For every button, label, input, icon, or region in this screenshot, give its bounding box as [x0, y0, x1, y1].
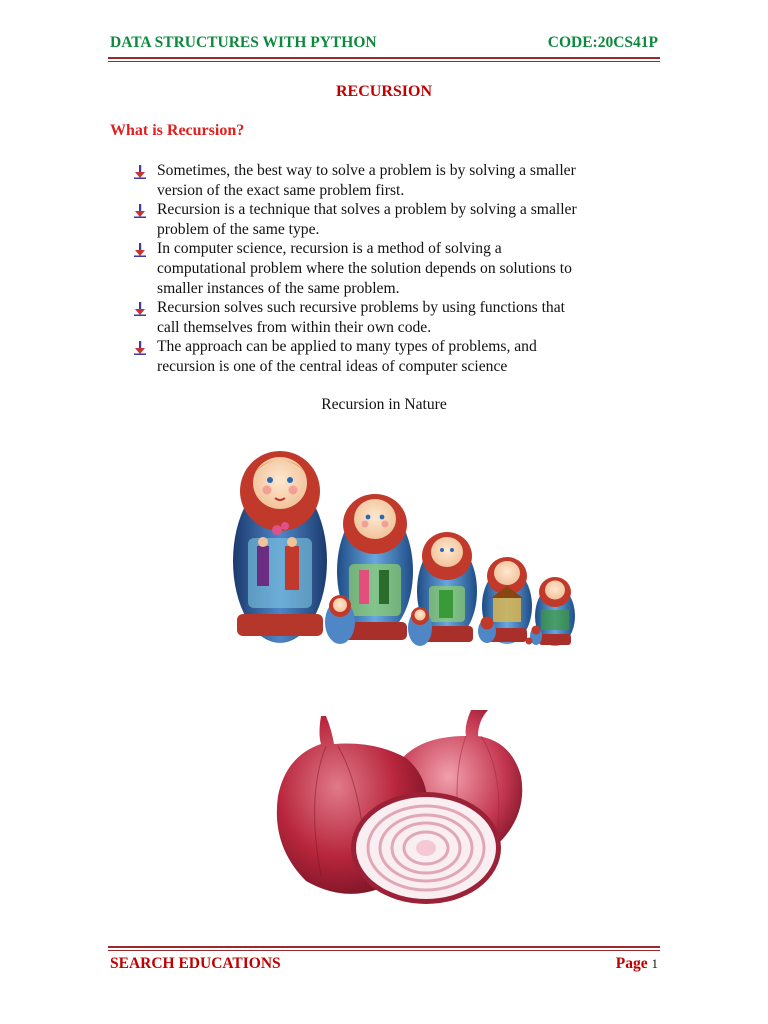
page-label: Page — [615, 955, 648, 972]
onion-image — [266, 696, 536, 906]
page-header — [110, 34, 658, 56]
arrow-down-bullet-icon — [132, 203, 148, 219]
list-item: Recursion is a technique that solves a problem by solving a smaller problem of the same type. — [132, 200, 662, 239]
page-footer — [110, 955, 658, 977]
course-title: DATA STRUCTURES WITH PYTHON — [110, 34, 377, 51]
header-rule-thin — [108, 61, 660, 62]
page-title: RECURSION — [335, 83, 432, 100]
footer-rule-thin — [108, 950, 660, 951]
list-item: The approach can be applied to many types of problems, and recursion is one of the central ideas of computer science — [132, 337, 662, 376]
page-indicator — [616, 955, 658, 973]
page-number: 1 — [651, 956, 658, 971]
nesting-dolls-image — [225, 446, 577, 652]
arrow-down-bullet-icon — [132, 242, 148, 258]
footer-publisher: SEARCH EDUCATIONS — [110, 955, 281, 972]
header-rule — [108, 57, 660, 59]
image-caption: Recursion in Nature — [321, 396, 447, 413]
list-item: In computer science, recursion is a method of solving a computational problem where the solution depends on solutions to smaller instances of the same problem. — [132, 239, 662, 298]
course-code: CODE:20CS41P — [547, 34, 658, 51]
section-heading: What is Recursion? — [110, 122, 245, 139]
arrow-down-bullet-icon — [132, 340, 148, 356]
arrow-down-bullet-icon — [132, 301, 148, 317]
list-item: Sometimes, the best way to solve a problem is by solving a smaller version of the exact same problem first. — [132, 161, 662, 200]
doll-large — [233, 451, 327, 643]
bullet-list — [132, 161, 662, 377]
list-item: Recursion solves such recursive problems by using functions that call themselves from within their own code. — [132, 298, 662, 337]
arrow-down-bullet-icon — [132, 164, 148, 180]
footer-rule — [108, 946, 660, 948]
